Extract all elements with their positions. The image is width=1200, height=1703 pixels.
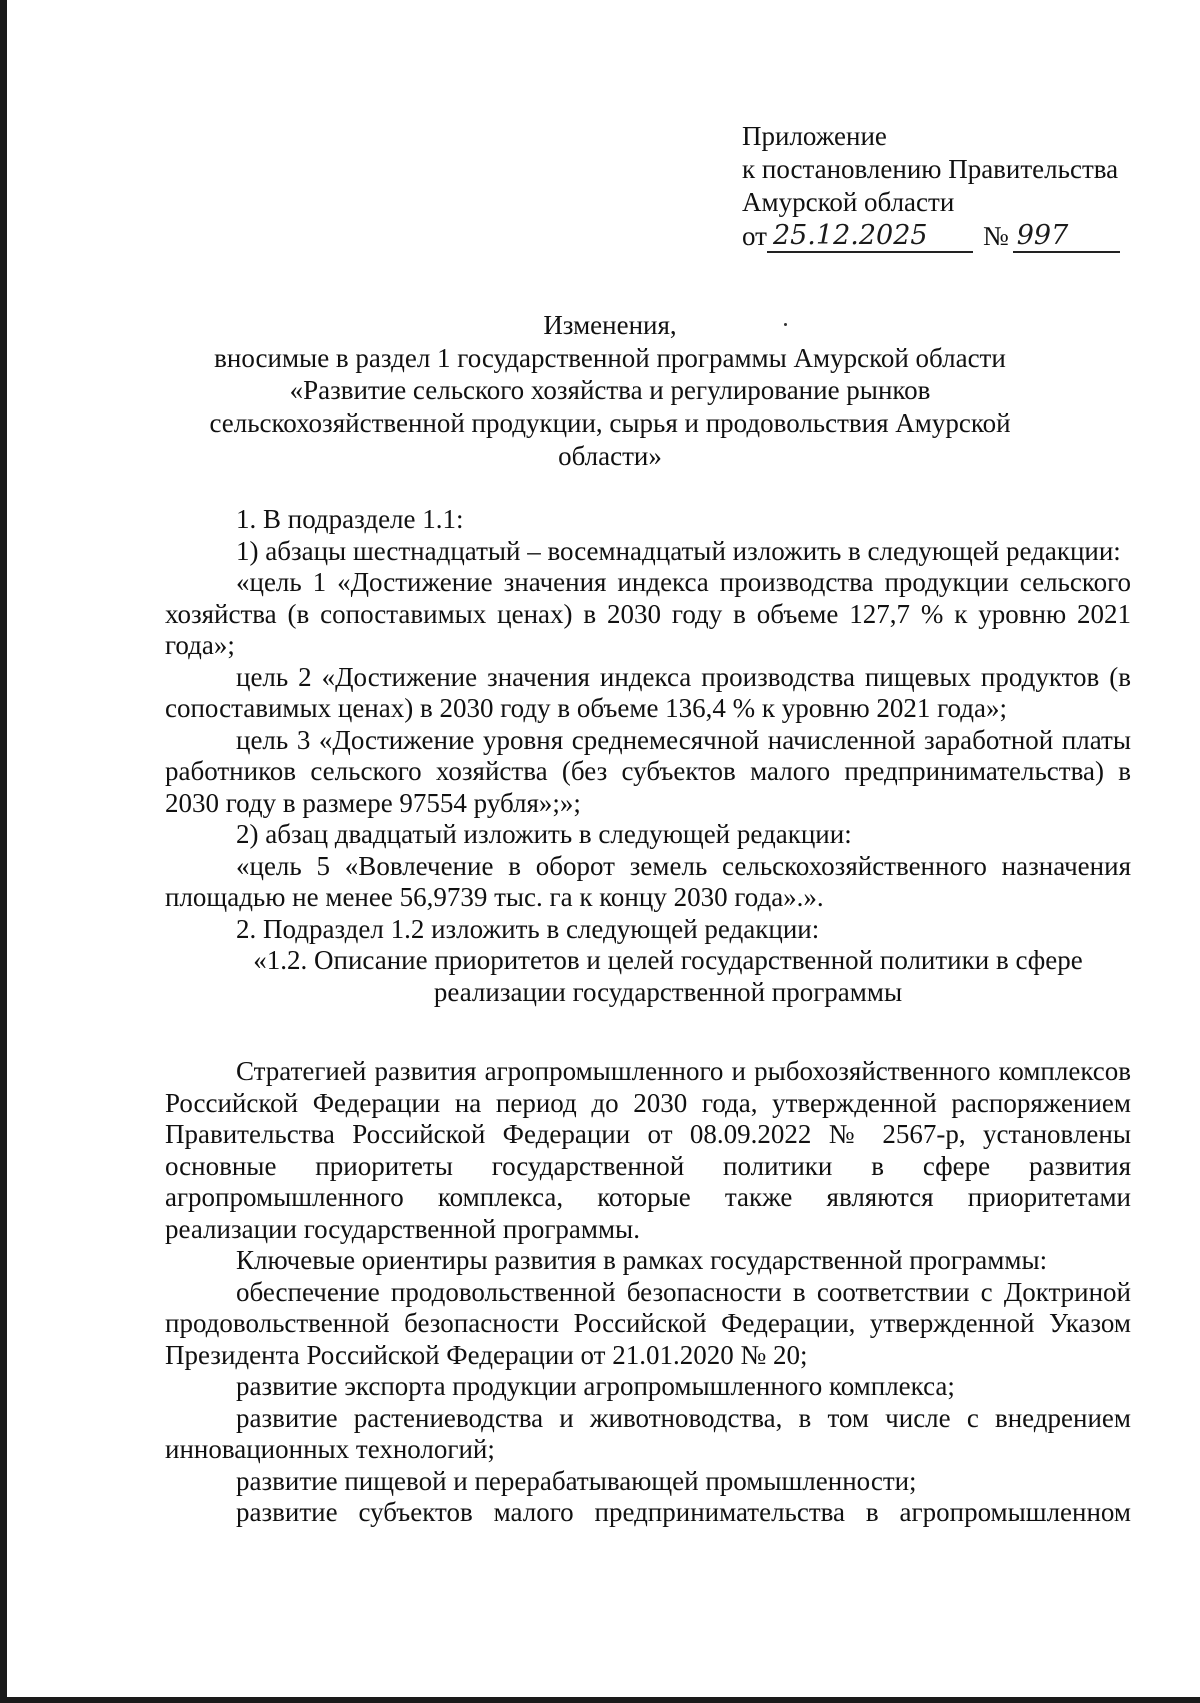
- paragraph-7: «цель 5 «Вовлечение в оборот земель сельскохозяйственного назначения площадью не менее 56,9739 тыс. га к концу 2030 года».».: [165, 850, 1131, 912]
- paragraph-6: 2) абзац двадцатый изложить в следующей редакции:: [236, 819, 852, 849]
- date-prefix: от: [742, 221, 767, 251]
- date-field: [767, 219, 973, 253]
- annex-line-3: Амурской области: [742, 187, 955, 217]
- paragraph-4: цель 2 «Достижение значения индекса производства пищевых продуктов (в сопоставимых ценах) в 2030 году в объеме 136,4 % к уровню 2021 года»;: [165, 661, 1131, 723]
- paragraph-14: развитие пищевой и перерабатывающей промышленности;: [236, 1465, 917, 1496]
- paragraph-12: развитие экспорта продукции агропромышленного комплекса;: [236, 1371, 955, 1401]
- paragraph-9: Стратегией развития агропромышленного и рыбохозяйственного комплексов Российской Федерации на период до 2030 года, утвержденной распоряжением Правительства Российской Федерации от 08.09.2022 № 2567-р, установлены основные приоритеты государственной политики в сфере развития агропромышленного комплекса, которые также являются приоритетами реализации государственной программы.: [165, 1056, 1131, 1244]
- spacer: [165, 1008, 1131, 1056]
- handwritten-number: 997: [1016, 220, 1069, 251]
- title-line-1: Изменения,: [543, 310, 677, 340]
- paragraph-3: «цель 1 «Достижение значения индекса производства продукции сельского хозяйства (в сопоставимых ценах) в 2030 году в объеме 127,7 % к уровню 2021 года»;: [165, 567, 1131, 660]
- annex-block: [742, 120, 1120, 253]
- title-line-5: области»: [558, 440, 662, 471]
- paragraph-11: обеспечение продовольственной безопасности в соответствии с Доктриной продовольственной безопасности Российской Федерации, утвержденной Указом Президента Российской Федерации от 21.01.2020 № 20;: [165, 1276, 1131, 1370]
- number-prefix: №: [982, 221, 1009, 251]
- title-line-3: «Развитие сельского хозяйства и регулирование рынков: [289, 375, 931, 406]
- paragraph-15: развитие субъектов малого предпринимательства в агропромышленном: [236, 1497, 1131, 1527]
- title-line-4: сельскохозяйственной продукции, сырья и продовольствия Амурской: [209, 408, 1011, 439]
- paragraph-5: цель 3 «Достижение уровня среднемесячной начисленной заработной платы работников сельского хозяйства (без субъектов малого предпринимательства) в 2030 году в размере 97554 рубля»;»;: [165, 724, 1131, 818]
- annex-line-1: Приложение: [742, 121, 887, 151]
- handwritten-date: 25.12.2025: [772, 220, 928, 251]
- paragraph-13: развитие растениеводства и животноводства, в том числе с внедрением инновационных технологий;: [165, 1402, 1131, 1464]
- document-title: [180, 309, 1040, 473]
- number-field: [1013, 219, 1120, 253]
- document-body: [165, 504, 1131, 1529]
- annex-line-2: к постановлению Правительства: [742, 154, 1119, 184]
- paragraph-1: 1. В подразделе 1.1:: [236, 504, 464, 534]
- paragraph-8: 2. Подраздел 1.2 изложить в следующей редакции:: [236, 913, 820, 944]
- paragraph-2: 1) абзацы шестнадцатый – восемнадцатый изложить в следующей редакции:: [236, 535, 1121, 566]
- scan-bottom-edge: [0, 1697, 1200, 1703]
- title-line-2: вносимые в раздел 1 государственной программы Амурской области: [214, 342, 1006, 373]
- scan-left-edge: [0, 0, 7, 1703]
- date-number-row: [742, 219, 1120, 253]
- subsection-heading: «1.2. Описание приоритетов и целей государственной политики в сфере реализации государственной программы: [253, 945, 1083, 1007]
- paragraph-10: Ключевые ориентиры развития в рамках государственной программы:: [236, 1245, 1048, 1275]
